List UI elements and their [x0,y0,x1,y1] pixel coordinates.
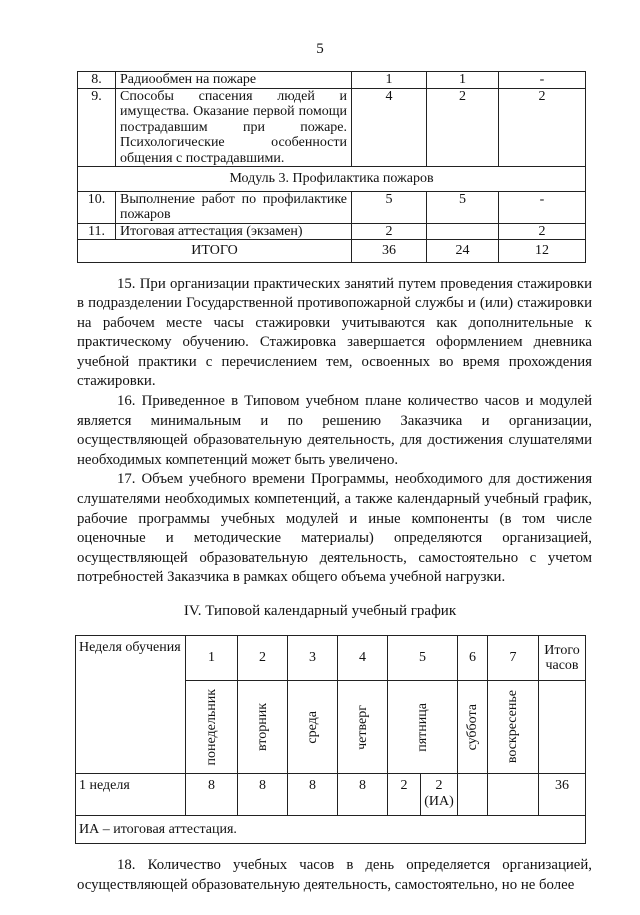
day-name: понедельник [203,688,219,766]
table-row [78,223,586,240]
day-number: 4 [338,636,388,681]
cell-practice: 12 [499,240,586,263]
header-row [76,636,586,681]
week-header: Неделя обучения [76,636,186,774]
day-name: суббота [464,703,480,751]
table-row [78,88,586,167]
paragraph-16: 16. Приведенное в Типовом учебном плане количество часов и модулей является минимальным и по решению Заказчика и организации, осуществляющей образовательную деятельность, для достижения слушателями необходимых компетенций может быть увеличено. [77,393,592,468]
cell-total: 1 [352,72,427,89]
cell-theory: 5 [427,191,499,223]
schedule-table [75,635,586,844]
paragraph-17: 17. Объем учебного времени Программы, необходимого для достижения слушателями необходимых компетенций, а также календарный учебный график, рабочие программы учебных модулей и иные компоненты (в том числе оценочные и методические материалы) определяются организацией, осуществляющей образовательную деятельность, самостоятельно с учетом потребностей Заказчика в рамках общего объема учебной нагрузки. [77,471,592,586]
day-number: 2 [238,636,288,681]
day-number: 1 [186,636,238,681]
day-number: 5 [388,636,458,681]
hours-cell [488,774,539,816]
week-label: 1 неделя [76,774,186,816]
cell-theory: 24 [427,240,499,263]
total-header: Итого часов [539,636,586,681]
cell-total: 5 [352,191,427,223]
total-label: ИТОГО [78,240,352,263]
row-number: 10. [78,191,116,223]
table-row [78,72,586,89]
cell-practice: 2 [499,223,586,240]
cell-theory: 2 [427,88,499,167]
table-row [78,191,586,223]
hours-cell: 8 [238,774,288,816]
day-name: четверг [354,704,370,750]
row-title: Итоговая аттестация (экзамен) [116,223,352,240]
week-row [76,774,586,816]
total-hours-cell: 36 [539,774,586,816]
module-title: Модуль 3. Профилактика пожаров [78,167,586,192]
cell-practice: - [499,191,586,223]
hours-cell: 8 [338,774,388,816]
paragraph-15: 15. При организации практических занятий путем проведения стажировки в подразделении Государственной противопожарной службы и (или) стажировки на рабочем месте часы стажировки учитываются как дополнительные к практическому обучению. Стажировка завершается оформлением дневника учебной практики с перечислением тем, освоенных во время прохождения стажировки. [77,275,592,390]
day-name: среда [304,710,320,744]
hours-cell: 8 [186,774,238,816]
cell-theory [427,223,499,240]
cell-practice: 2 [499,88,586,167]
cell-total: 4 [352,88,427,167]
note-row [76,816,586,844]
day-number: 7 [488,636,539,681]
day-name: пятница [414,702,430,752]
row-number: 9. [78,88,116,167]
cell-theory: 1 [427,72,499,89]
curriculum-table [77,71,586,263]
hours-cell: 2 (ИА) [421,774,458,816]
row-number: 8. [78,72,116,89]
hours-cell: 8 [288,774,338,816]
table-note: ИА – итоговая аттестация. [76,816,586,844]
cell-practice: - [499,72,586,89]
hours-cell [458,774,488,816]
total-row [78,240,586,263]
hours-cell: 2 [388,774,421,816]
section-heading: IV. Типовой календарный учебный график [183,603,457,619]
cell-total: 36 [352,240,427,263]
cell-total: 2 [352,223,427,240]
module-row [78,167,586,192]
row-number: 11. [78,223,116,240]
row-title: Способы спасения людей и имущества. Оказание первой помощи пострадавшим при пожаре. Психологические особенности общения с пострадавшими. [116,88,352,167]
page-number: 5 [316,41,324,57]
day-name: воскресенье [505,690,521,764]
paragraph-18: 18. Количество учебных часов в день определяется организацией, осуществляющей образовательную деятельность, самостоятельно, но не более [77,857,592,893]
row-title: Радиообмен на пожаре [116,72,352,89]
day-number: 3 [288,636,338,681]
day-number: 6 [458,636,488,681]
row-title: Выполнение работ по профилактике пожаров [116,191,352,223]
day-name: вторник [254,703,270,751]
